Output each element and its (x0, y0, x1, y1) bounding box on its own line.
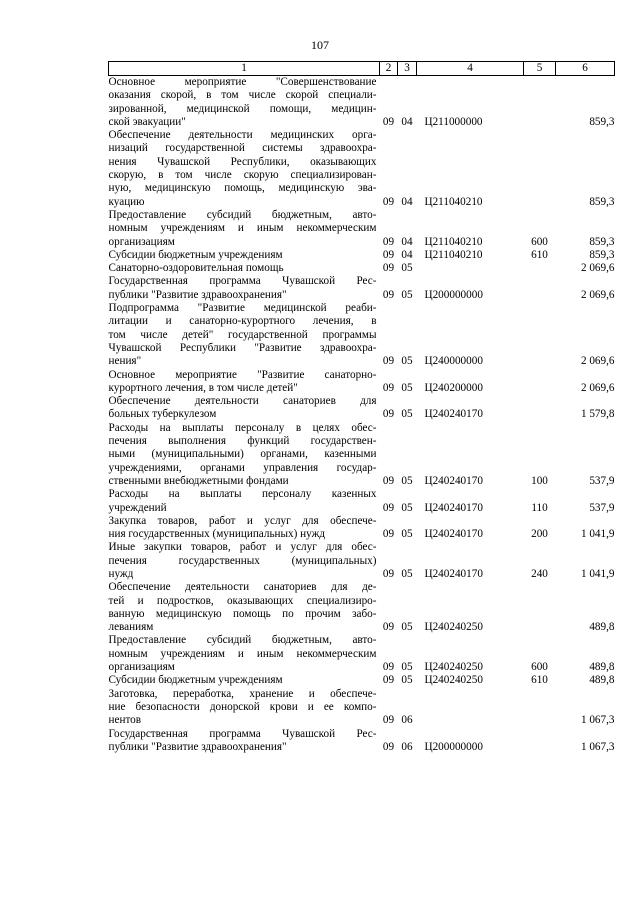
budget-table (108, 61, 615, 754)
row-name (109, 262, 380, 275)
target-article: Ц211040210 (424, 235, 483, 248)
row-name (109, 422, 380, 488)
page-number: 107 (311, 38, 329, 52)
row-name (109, 488, 380, 515)
row-name-line: ными (муниципальными) органами, казенными (108, 448, 377, 461)
expense-type: 600 (531, 235, 548, 248)
section-code: 09 (382, 661, 395, 674)
subsection-code: 05 (401, 661, 413, 674)
table-row (109, 275, 615, 302)
section-code: 09 (382, 355, 395, 368)
row-name (109, 515, 380, 542)
row-name-line: ской эвакуации" (108, 115, 186, 128)
amount: 2 069,6 (580, 355, 615, 368)
subsection-code: 04 (401, 195, 413, 208)
row-name-line: Предоставление субсидий бюджетным, авто- (108, 208, 377, 221)
row-name (109, 129, 380, 209)
row-name (109, 209, 380, 249)
section-code: 09 (382, 248, 395, 261)
table-row (109, 422, 615, 488)
row-name-line: учреждений (108, 501, 167, 514)
amount: 489,8 (589, 674, 615, 687)
amount: 489,8 (589, 661, 615, 674)
amount: 1 041,9 (580, 567, 615, 580)
target-article: Ц240240250 (424, 661, 483, 674)
row-name-line: Обеспечение деятельности санаториев для де- (108, 581, 377, 594)
table-row (109, 541, 615, 581)
row-name-line: больных туберкулезом (108, 408, 217, 421)
expense-type (524, 581, 556, 634)
column-header: 3 (398, 62, 417, 76)
row-name (109, 395, 380, 422)
subsection-code: 04 (401, 248, 413, 261)
row-name-line: Обеспечение деятельности санаториев для (108, 395, 377, 408)
row-name-line: нения Чувашской Республики, оказывающих (108, 155, 377, 168)
row-name (109, 541, 380, 581)
expense-type (524, 129, 556, 209)
section-code: 09 (382, 567, 395, 580)
table-body (109, 76, 615, 755)
target-article: Ц240240170 (424, 567, 483, 580)
row-name-line: леваниям (108, 621, 154, 634)
table-row (109, 395, 615, 422)
section-code: 09 (382, 674, 395, 687)
row-name-line: публики "Развитие здравоохранения" (108, 740, 287, 753)
row-name (109, 302, 380, 368)
row-name-line: литации и санаторно-курортного лечения, в (108, 315, 377, 328)
subsection-code: 05 (401, 674, 413, 687)
amount: 537,9 (589, 474, 615, 487)
row-name-line: Расходы на выплаты персоналу казенных (108, 488, 377, 501)
row-name-line: Иные закупки товаров, работ и услуг для обес- (108, 541, 377, 554)
section-code: 09 (382, 288, 395, 301)
amount: 1 041,9 (580, 528, 615, 541)
table-row (109, 728, 615, 755)
section-code: 09 (382, 235, 395, 248)
section-code: 09 (382, 621, 395, 634)
table-row (109, 674, 615, 687)
row-name-line: курортного лечения, в том числе детей" (108, 381, 298, 394)
table-row (109, 488, 615, 515)
row-name-line: Чувашской Республики "Развитие здравоохра- (108, 341, 377, 354)
table-row (109, 581, 615, 634)
row-name-line: Подпрограмма "Развитие медицинской реаби- (108, 302, 377, 315)
subsection-code: 04 (401, 115, 413, 128)
target-article (417, 262, 524, 275)
section-code: 09 (382, 115, 395, 128)
amount: 1 067,3 (580, 714, 615, 727)
target-article: Ц240240170 (424, 408, 483, 421)
subsection-code: 05 (401, 355, 413, 368)
row-name-line: нентов (108, 714, 142, 727)
row-name-line: низаций государственной системы здравоохра- (108, 142, 377, 155)
expense-type: 240 (531, 567, 548, 580)
table-row (109, 634, 615, 674)
expense-type (524, 369, 556, 396)
amount: 489,8 (589, 621, 615, 634)
subsection-code: 05 (401, 408, 413, 421)
amount: 1 067,3 (580, 740, 615, 753)
subsection-code: 06 (401, 740, 413, 753)
target-article: Ц211040210 (424, 195, 483, 208)
target-article: Ц240000000 (424, 355, 483, 368)
amount: 2 069,6 (580, 288, 615, 301)
table-row (109, 302, 615, 368)
header-row (109, 62, 615, 76)
row-name-line: организациям (108, 235, 175, 248)
row-name (109, 249, 380, 262)
section-code: 09 (382, 714, 395, 727)
target-article: Ц200000000 (424, 740, 483, 753)
row-name-line: Субсидии бюджетным учреждениям (108, 248, 283, 261)
target-article: Ц200000000 (424, 288, 483, 301)
amount: 859,3 (589, 248, 615, 261)
section-code: 09 (382, 501, 395, 514)
subsection-code: 05 (401, 501, 413, 514)
amount: 2 069,6 (580, 381, 615, 394)
table-row (109, 129, 615, 209)
row-name (109, 688, 380, 728)
expense-type (524, 262, 556, 275)
subsection-code: 04 (401, 235, 413, 248)
table-row (109, 688, 615, 728)
row-name-line: Государственная программа Чувашской Рес- (108, 275, 377, 288)
subsection-code: 06 (401, 714, 413, 727)
row-name-line: зированной, медицинской помощи, медицин- (108, 102, 377, 115)
expense-type: 100 (531, 474, 548, 487)
expense-type: 600 (531, 661, 548, 674)
expense-type: 610 (531, 674, 548, 687)
row-name-line: ванную медицинскую помощь по прочим забо- (108, 607, 377, 620)
column-header: 6 (556, 62, 615, 76)
row-name-line: тей и подростков, оказывающих специализиро- (108, 594, 377, 607)
amount: 859,3 (589, 235, 615, 248)
row-name-line: номным учреждениям и иным некоммерческим (108, 222, 377, 235)
row-name-line: Заготовка, переработка, хранение и обеспече- (108, 687, 377, 700)
subsection-code: 05 (401, 474, 413, 487)
row-name-line: Субсидии бюджетным учреждениям (108, 674, 283, 687)
row-name-line: ную, медицинскую помощь, медицинскую эва- (108, 182, 377, 195)
row-name-line: Обеспечение деятельности медицинских орга- (108, 129, 377, 142)
section-code: 09 (382, 195, 395, 208)
subsection-code: 05 (401, 567, 413, 580)
row-name-line: Предоставление субсидий бюджетным, авто- (108, 634, 377, 647)
section-code: 09 (382, 381, 395, 394)
target-article: Ц211040210 (424, 248, 483, 261)
row-name-line: Закупка товаров, работ и услуг для обеспече- (108, 514, 377, 527)
section-code: 09 (382, 740, 395, 753)
row-name (109, 76, 380, 130)
row-name (109, 275, 380, 302)
expense-type (524, 275, 556, 302)
section-code: 09 (382, 262, 395, 275)
row-name (109, 369, 380, 396)
row-name-line: Санаторно-оздоровительная помощь (108, 262, 284, 275)
row-name-line: номным учреждениям и иным некоммерческим (108, 647, 377, 660)
column-header: 1 (109, 62, 380, 76)
row-name (109, 728, 380, 755)
amount: 859,3 (589, 115, 615, 128)
row-name-line: печения выполнения функций государствен- (108, 435, 377, 448)
expense-type: 200 (531, 528, 548, 541)
subsection-code: 05 (401, 621, 413, 634)
expense-type: 110 (531, 501, 548, 514)
column-header: 4 (417, 62, 524, 76)
expense-type (524, 76, 556, 130)
row-name (109, 674, 380, 687)
table-row (109, 249, 615, 262)
expense-type (524, 688, 556, 728)
amount: 2 069,6 (580, 262, 615, 275)
row-name-line: учреждениями, органами управления государ- (108, 461, 377, 474)
row-name-line: Основное мероприятие "Совершенствование (108, 76, 377, 88)
row-name-line: ственными внебюджетными фондами (108, 474, 289, 487)
target-article (417, 688, 524, 728)
amount: 859,3 (589, 195, 615, 208)
expense-type (524, 728, 556, 755)
row-name (109, 634, 380, 674)
target-article: Ц240240170 (424, 474, 483, 487)
subsection-code: 05 (401, 381, 413, 394)
row-name-line: оказания скорой, в том числе скорой специали- (108, 89, 377, 102)
row-name-line: ния государственных (муниципальных) нужд (108, 528, 326, 541)
target-article: Ц240240250 (424, 674, 483, 687)
target-article: Ц240240250 (424, 621, 483, 634)
row-name-line: том числе детей" государственной программы (108, 328, 377, 341)
row-name-line: скорую, в том числе скорую специализирован- (108, 169, 377, 182)
table-row (109, 76, 615, 130)
subsection-code: 05 (401, 262, 413, 275)
row-name (109, 581, 380, 634)
amount: 1 579,8 (580, 408, 615, 421)
section-code: 09 (382, 528, 395, 541)
row-name-line: Государственная программа Чувашской Рес- (108, 727, 377, 740)
target-article: Ц240240170 (424, 501, 483, 514)
section-code: 09 (382, 474, 395, 487)
subsection-code: 05 (401, 528, 413, 541)
subsection-code: 05 (401, 288, 413, 301)
section-code: 09 (382, 408, 395, 421)
amount: 537,9 (589, 501, 615, 514)
table-row (109, 515, 615, 542)
column-header: 2 (380, 62, 398, 76)
row-name-line: куацию (108, 195, 145, 208)
expense-type (524, 395, 556, 422)
expense-type: 610 (531, 248, 548, 261)
target-article: Ц240240170 (424, 528, 483, 541)
row-name-line: Расходы на выплаты персоналу в целях обес- (108, 421, 377, 434)
table-row (109, 369, 615, 396)
column-header: 5 (524, 62, 556, 76)
row-name-line: ние безопасности донорской крови и ее компо- (108, 700, 377, 713)
table-row (109, 262, 615, 275)
target-article: Ц240200000 (424, 381, 483, 394)
target-article: Ц211000000 (424, 115, 483, 128)
expense-type (524, 302, 556, 368)
row-name-line: Основное мероприятие "Развитие санаторно- (108, 368, 377, 381)
row-name-line: организациям (108, 661, 175, 674)
row-name-line: нения" (108, 355, 142, 368)
row-name-line: публики "Развитие здравоохранения" (108, 288, 287, 301)
table-row (109, 209, 615, 249)
row-name-line: печения государственных (муниципальных) (108, 554, 377, 567)
row-name-line: нужд (108, 567, 134, 580)
